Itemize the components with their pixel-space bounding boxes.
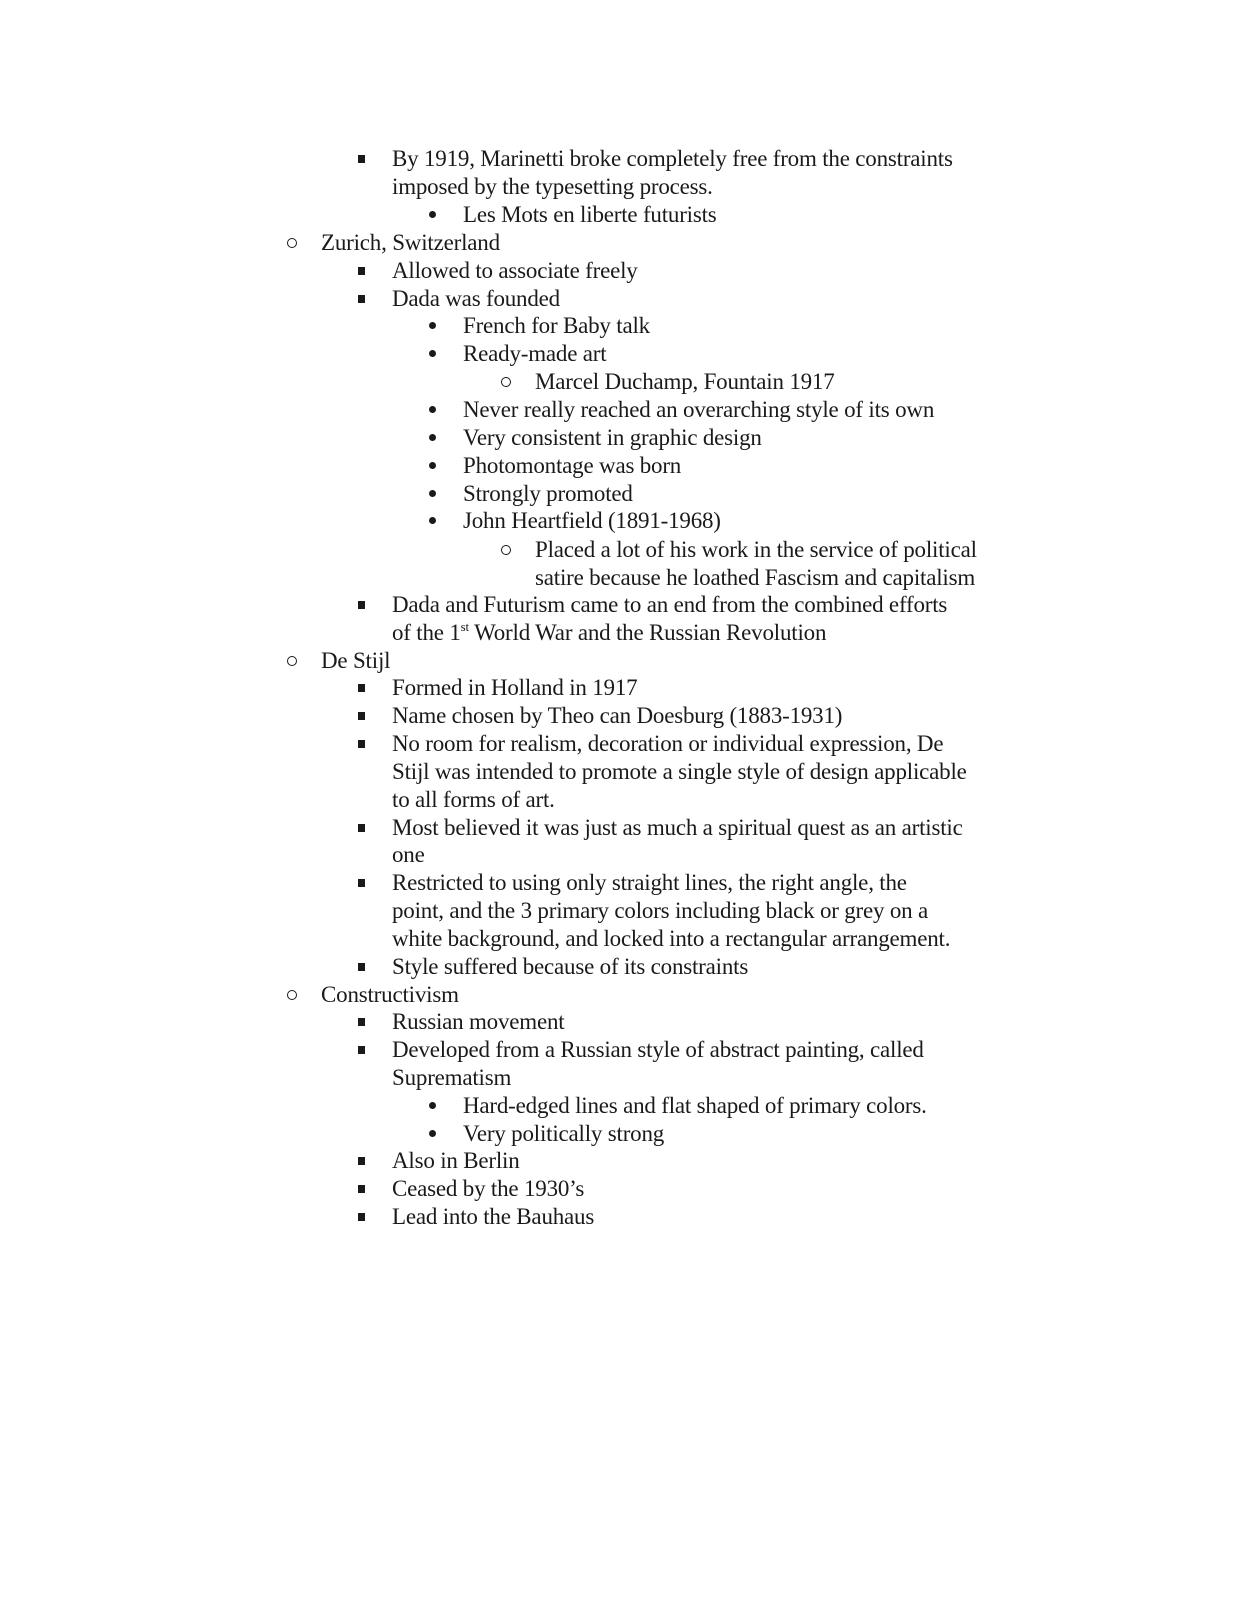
square-bullet-icon xyxy=(358,1157,365,1165)
text: World War and the Russian Revolution xyxy=(468,620,827,645)
outline-item-level-3: Les Mots en liberte futurists xyxy=(463,202,717,227)
outline-item-level-3: Hard-edged lines and flat shaped of primary colors. xyxy=(463,1093,927,1118)
outline-item-level-2: Restricted to using only straight lines, the right angle, the xyxy=(392,870,907,895)
outline-item-level-2: Also in Berlin xyxy=(392,1148,520,1173)
outline-item-level-2: Formed in Holland in 1917 xyxy=(392,675,638,700)
outline-item-level-3: Strongly promoted xyxy=(463,481,633,506)
square-bullet-icon xyxy=(358,295,365,303)
square-bullet-icon xyxy=(358,1185,365,1193)
dot-bullet-icon xyxy=(429,490,436,497)
dot-bullet-icon xyxy=(429,350,436,357)
dot-bullet-icon xyxy=(429,406,436,413)
outline-item-level-3: French for Baby talk xyxy=(463,313,650,338)
outline-item-level-1: Constructivism xyxy=(321,982,459,1007)
square-bullet-icon xyxy=(358,1018,365,1026)
outline-item-level-2: No room for realism, decoration or individual expression, De xyxy=(392,731,944,756)
circle-bullet-icon xyxy=(501,545,511,555)
outline-item-level-2: Name chosen by Theo can Doesburg (1883-1931) xyxy=(392,703,843,728)
outline-item-level-4: satire because he loathed Fascism and capitalism xyxy=(535,565,976,590)
outline-item-level-2: point, and the 3 primary colors including black or grey on a xyxy=(392,898,929,923)
outline-item-level-2: one xyxy=(392,842,425,867)
outline-item-level-4: Marcel Duchamp, Fountain 1917 xyxy=(535,369,835,394)
dot-bullet-icon xyxy=(429,1130,436,1137)
outline-item-level-4: Placed a lot of his work in the service of political xyxy=(535,537,977,562)
outline-item-level-2: Dada and Futurism came to an end from the combined efforts xyxy=(392,592,948,617)
outline-item-level-2: By 1919, Marinetti broke completely free from the constraints xyxy=(392,146,953,171)
outline-item-level-3: Very consistent in graphic design xyxy=(463,425,762,450)
circle-bullet-icon xyxy=(501,377,511,387)
outline-item-level-1: De Stijl xyxy=(321,648,391,673)
circle-bullet-icon xyxy=(287,990,297,1000)
outline-item-level-2: Lead into the Bauhaus xyxy=(392,1204,595,1229)
outline-item-level-3: Photomontage was born xyxy=(463,453,682,478)
dot-bullet-icon xyxy=(429,434,436,441)
outline-item-level-3: John Heartfield (1891-1968) xyxy=(463,508,721,533)
dot-bullet-icon xyxy=(429,1102,436,1109)
circle-bullet-icon xyxy=(287,238,297,248)
square-bullet-icon xyxy=(358,1046,365,1054)
outline-item-level-1: Zurich, Switzerland xyxy=(321,230,500,255)
outline-item-level-2: Most believed it was just as much a spiritual quest as an artistic xyxy=(392,815,963,840)
square-bullet-icon xyxy=(358,267,365,275)
outline-item-level-2: Style suffered because of its constraints xyxy=(392,954,749,979)
text: of the 1 xyxy=(392,620,461,645)
outline-item-level-2: Ceased by the 1930’s xyxy=(392,1176,585,1201)
outline-item-level-2: Suprematism xyxy=(392,1065,512,1090)
dot-bullet-icon xyxy=(429,517,436,524)
outline-item-level-3: Ready-made art xyxy=(463,341,607,366)
square-bullet-icon xyxy=(358,879,365,887)
dot-bullet-icon xyxy=(429,211,436,218)
dot-bullet-icon xyxy=(429,322,436,329)
dot-bullet-icon xyxy=(429,462,436,469)
outline-item-level-2: to all forms of art. xyxy=(392,787,555,812)
square-bullet-icon xyxy=(358,824,365,832)
outline-item-level-2: white background, and locked into a rectangular arrangement. xyxy=(392,926,951,951)
outline-item-level-2: Allowed to associate freely xyxy=(392,258,638,283)
outline-item-level-3: Very politically strong xyxy=(463,1121,665,1146)
square-bullet-icon xyxy=(358,155,365,163)
square-bullet-icon xyxy=(358,740,365,748)
square-bullet-icon xyxy=(358,963,365,971)
square-bullet-icon xyxy=(358,712,365,720)
superscript: st xyxy=(460,619,469,634)
outline-item-level-2: Dada was founded xyxy=(392,286,560,311)
outline-item-level-2: imposed by the typesetting process. xyxy=(392,174,713,199)
outline-item-level-2: Stijl was intended to promote a single style of design applicable xyxy=(392,759,967,784)
outline-item-level-2: Russian movement xyxy=(392,1009,565,1034)
outline-item-level-2 xyxy=(392,619,826,647)
circle-bullet-icon xyxy=(287,656,297,666)
outline-item-level-2: Developed from a Russian style of abstract painting, called xyxy=(392,1037,924,1062)
square-bullet-icon xyxy=(358,601,365,609)
square-bullet-icon xyxy=(358,684,365,692)
outline-item-level-3: Never really reached an overarching style of its own xyxy=(463,397,935,422)
square-bullet-icon xyxy=(358,1213,365,1221)
